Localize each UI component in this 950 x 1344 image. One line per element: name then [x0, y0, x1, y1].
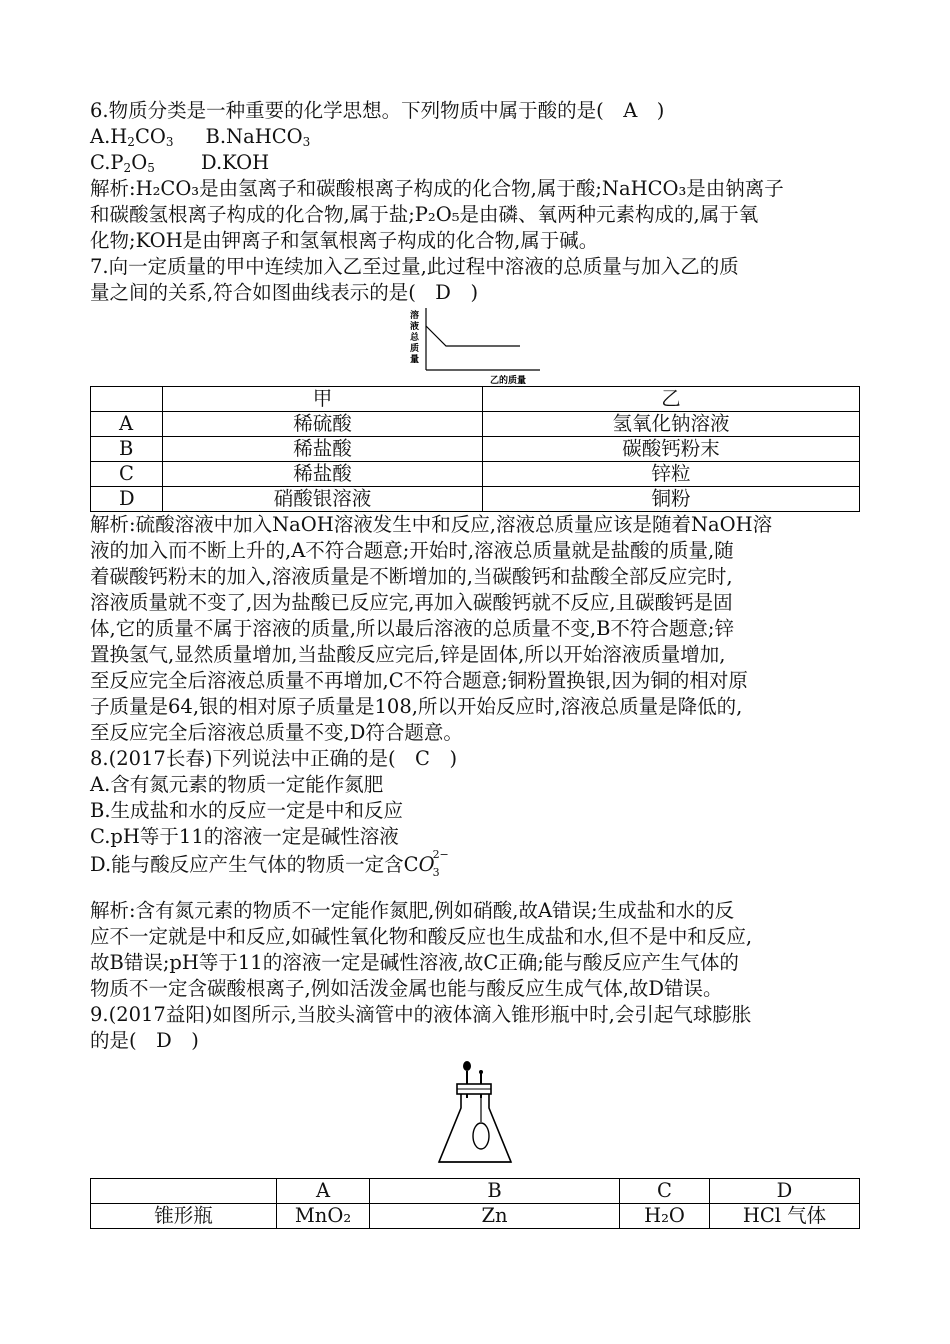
table-cell: MnO₂: [277, 1204, 370, 1229]
table-header-row: [91, 1179, 860, 1204]
balloon: [473, 1123, 489, 1149]
graph-ylabel-char: 液: [410, 322, 420, 332]
q6-stem: 6.物质分类是一种重要的化学思想。下列物质中属于酸的是( A ): [90, 99, 665, 122]
q8-analysis-line: 解析:含有氮元素的物质不一定能作氮肥,例如硝酸,故A错误;生成盐和水的反: [90, 899, 735, 922]
table-header-cell: A: [277, 1179, 370, 1204]
q7-analysis-line: 至反应完全后溶液总质量不变,D符合题意。: [90, 721, 463, 744]
graph-ylabel-char: 质: [410, 344, 420, 354]
graph-curve: [426, 326, 520, 346]
q6-options-ab: [90, 124, 860, 150]
table-cell: 稀盐酸: [163, 437, 483, 462]
q7-analysis-line: 子质量是64,银的相对原子质量是108,所以开始反应时,溶液总质量是降低的,: [90, 695, 743, 718]
q7-stem-line: 7.向一定质量的甲中连续加入乙至过量,此过程中溶液的总质量与加入乙的质: [90, 255, 739, 278]
table-cell: 氢氧化钠溶液: [483, 412, 860, 437]
q7-stem-line: 量之间的关系,符合如图曲线表示的是( D ): [90, 281, 479, 304]
q6-analysis-line: 和碳酸氢根离子构成的化合物,属于盐;P₂O₅是由磷、氧两种元素构成的,属于氧: [90, 203, 759, 226]
table-header-cell: [91, 387, 163, 412]
q6-option-d: D.KOH: [201, 151, 270, 174]
graph-ylabel-char: 总: [410, 333, 420, 343]
q8-analysis-line: 物质不一定含碳酸根离子,例如活泼金属也能与酸反应生成气体,故D错误。: [90, 977, 723, 1000]
table-cell: 铜粉: [483, 487, 860, 512]
q8-analysis-line: 故B错误;pH等于11的溶液一定是碱性溶液,故C正确;能与酸反应产生气体的: [90, 951, 739, 974]
table-cell: A: [91, 412, 163, 437]
table-row: [91, 462, 860, 487]
table-row: [91, 412, 860, 437]
q7-analysis-line: 着碳酸钙粉末的加入,溶液质量是不断增加的,当碳酸钙和盐酸全部反应完时,: [90, 565, 733, 588]
q7-analysis-line: 液的加入而不断上升的,A不符合题意;开始时,溶液总质量就是盐酸的质量,随: [90, 539, 734, 562]
graph-ylabel-char: 量: [410, 355, 420, 365]
table-cell: 锌粒: [483, 462, 860, 487]
q7-graph: [90, 306, 860, 386]
q7-table: [90, 386, 860, 512]
table-row: [91, 487, 860, 512]
table-cell: 硝酸银溶液: [163, 487, 483, 512]
q6-analysis-line: 解析:H₂CO₃是由氢离子和碳酸根离子构成的化合物,属于酸;NaHCO₃是由钠离子: [90, 177, 784, 200]
table-cell: 稀硫酸: [163, 412, 483, 437]
q6-option-b: B.NaHCO$_3$: [205, 125, 311, 149]
dropper-bulb: [463, 1061, 471, 1071]
q7-analysis-line: 至反应完全后溶液总质量不再增加,C不符合题意;铜粉置换银,因为铜的相对原: [90, 669, 748, 692]
table-row-label: 锥形瓶: [91, 1204, 277, 1229]
table-row: [91, 1204, 860, 1229]
q7-analysis-line: 体,它的质量不属于溶液的质量,所以最后溶液的总质量不变,B不符合题意;锌: [90, 617, 734, 640]
q8-option-d: D.能与酸反应产生气体的物质一定含CO 2− 3: [90, 848, 449, 879]
table-cell: 稀盐酸: [163, 462, 483, 487]
table-cell: D: [91, 487, 163, 512]
table-header-row: [91, 387, 860, 412]
q6-analysis-line: 化物;KOH是由钾离子和氢氧根离子构成的化合物,属于碱。: [90, 229, 599, 252]
q7-analysis-line: 溶液质量就不变了,因为盐酸已反应完,再加入碳酸钙就不反应,且碳酸钙是固: [90, 591, 733, 614]
q9-table: [90, 1178, 860, 1229]
table-header-cell: B: [370, 1179, 620, 1204]
q8-stem: 8.(2017长春)下列说法中正确的是( C ): [90, 747, 458, 770]
q7-analysis-line: 置换氢气,显然质量增加,当盐酸反应完后,锌是固体,所以开始溶液质量增加,: [90, 643, 726, 666]
graph-xlabel: 乙的质量: [490, 376, 527, 386]
table-header-cell: D: [710, 1179, 860, 1204]
flask-apparatus-icon: [433, 1058, 519, 1168]
q8-option: B.生成盐和水的反应一定是中和反应: [90, 799, 404, 822]
table-cell: C: [91, 462, 163, 487]
table-header-cell: 乙: [483, 387, 860, 412]
table-row: [91, 437, 860, 462]
q6-options-cd: [90, 150, 860, 176]
q8-option: C.pH等于11的溶液一定是碱性溶液: [90, 825, 399, 848]
table-header-cell: C: [620, 1179, 710, 1204]
mass-curve-graph: [408, 306, 548, 386]
table-cell: Zn: [370, 1204, 620, 1229]
q8-analysis-line: 应不一定就是中和反应,如碱性氧化物和酸反应也生成盐和水,但不是中和反应,: [90, 925, 753, 948]
table-cell: B: [91, 437, 163, 462]
table-cell: HCl 气体: [710, 1204, 860, 1229]
q9-figure: [90, 1054, 860, 1178]
table-header-cell: 甲: [163, 387, 483, 412]
question-page: [90, 98, 860, 1229]
q6-option-c: $C.P_2O_5$: [90, 151, 155, 175]
q9-stem-line: 的是( D ): [90, 1029, 199, 1052]
table-cell: 碳酸钙粉末: [483, 437, 860, 462]
carbonate-formula: O 2− 3: [418, 848, 449, 879]
q9-stem-line: 9.(2017益阳)如图所示,当胶头滴管中的液体滴入锥形瓶中时,会引起气球膨胀: [90, 1003, 752, 1026]
table-cell: H₂O: [620, 1204, 710, 1229]
table-header-cell: [91, 1179, 277, 1204]
graph-ylabel-char: 溶: [410, 311, 420, 321]
q6-option-a: $A.H_2CO_3$: [90, 125, 174, 149]
q7-analysis-line: 解析:硫酸溶液中加入NaOH溶液发生中和反应,溶液总质量应该是随着NaOH溶: [90, 513, 773, 536]
q8-option: A.含有氮元素的物质一定能作氮肥: [90, 773, 384, 796]
